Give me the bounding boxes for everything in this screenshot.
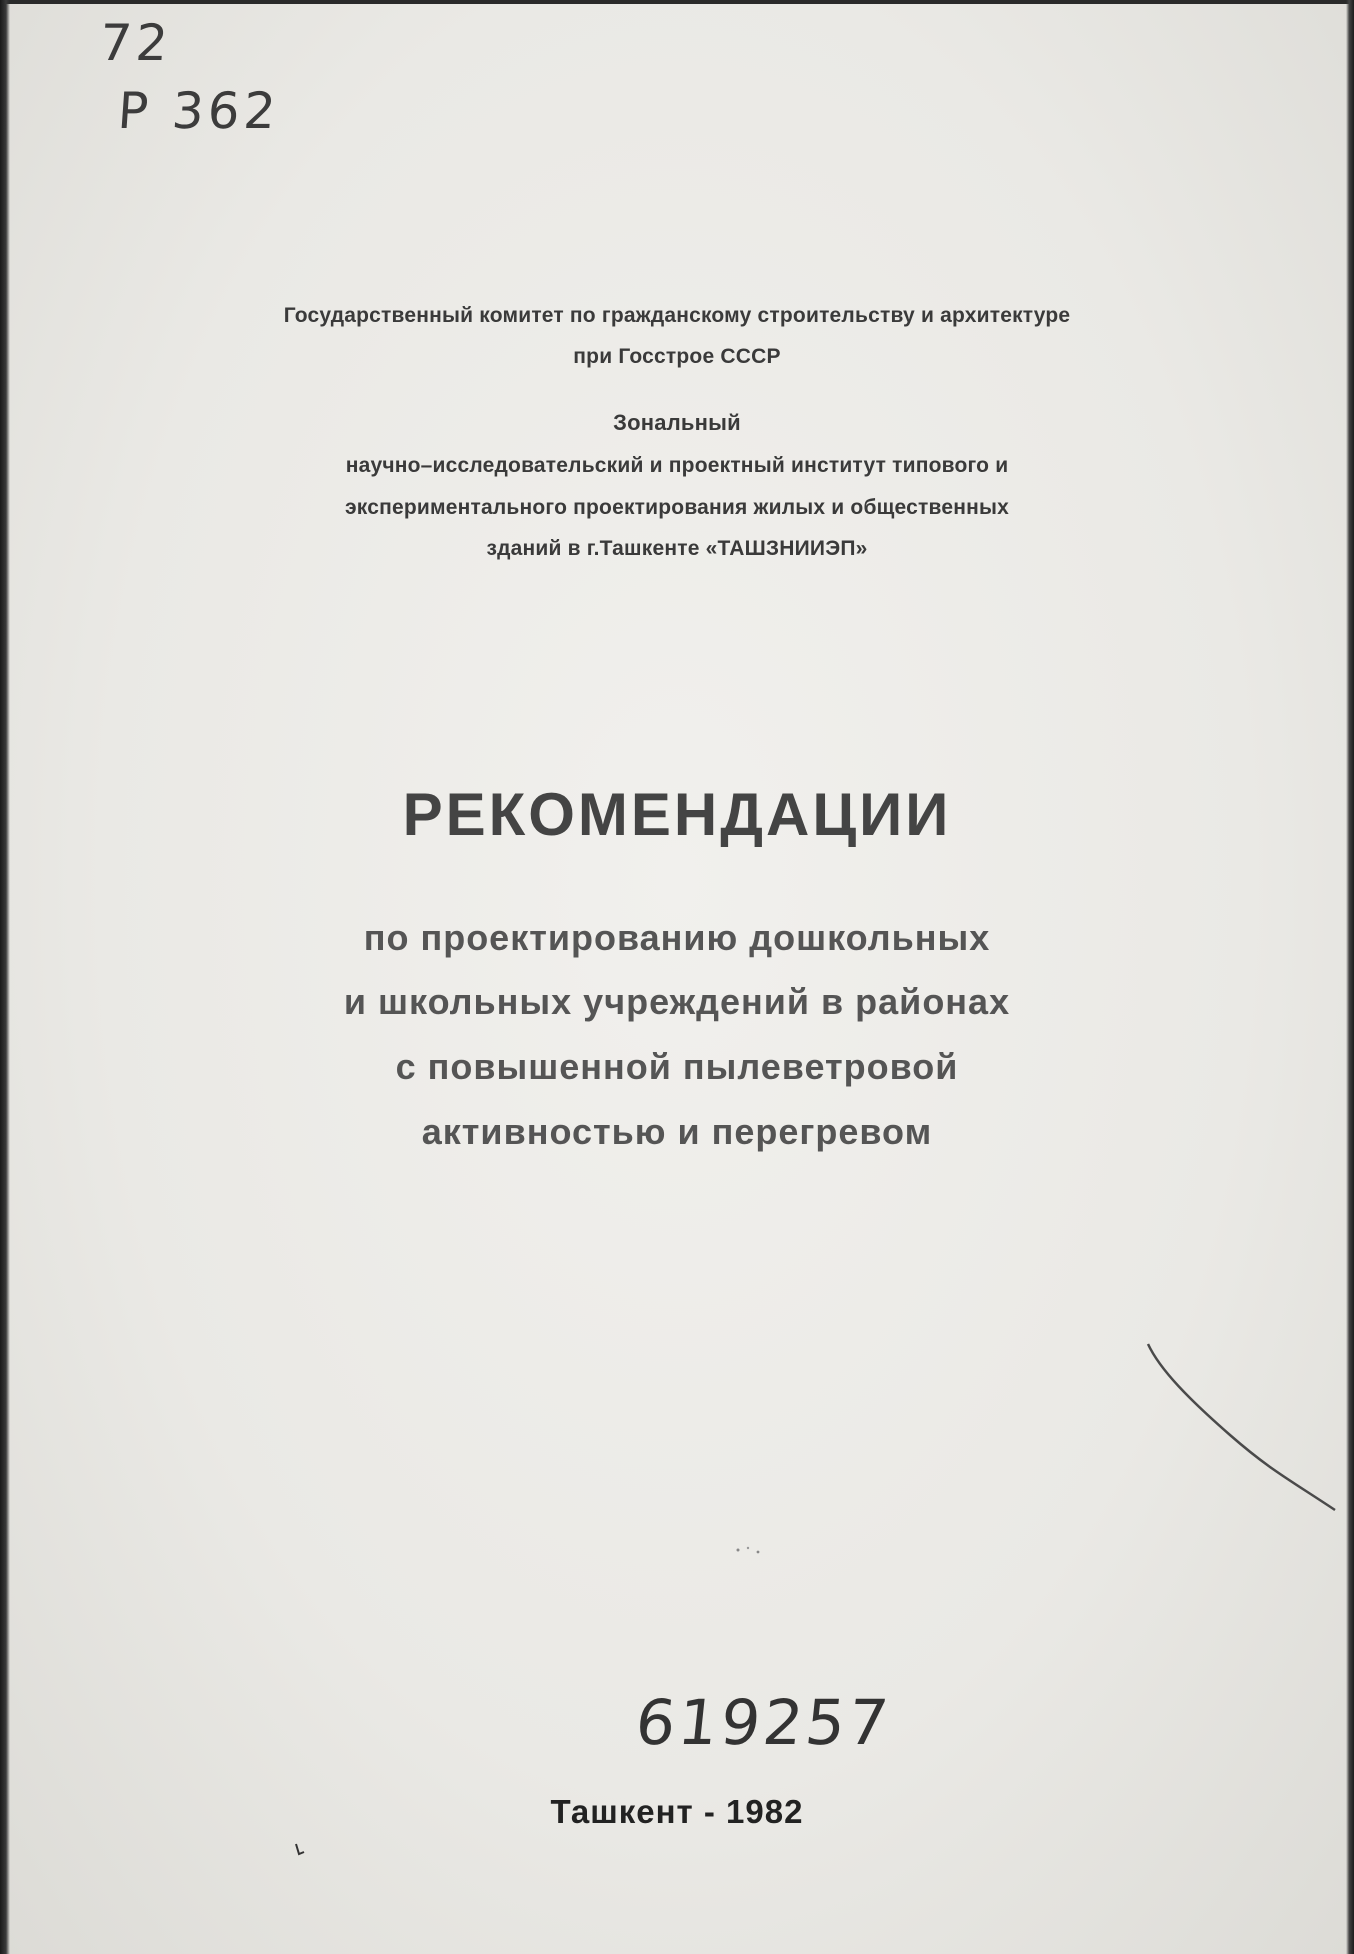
subtitle-line-4: активностью и перегревом — [421, 1111, 933, 1152]
institute-line-3: зданий в г.Ташкенте «ТАШЗНИИЭП» — [486, 537, 868, 560]
shelf-mark-line-2: P 362 — [115, 82, 282, 140]
publication-city-year: Ташкент - 1982 — [550, 1793, 804, 1830]
institute-line-1: научно–исследовательский и проектный институт типового и — [345, 454, 1009, 477]
scan-right-edge — [1346, 0, 1354, 1954]
committee-under: при Госстрое СССР — [573, 345, 781, 368]
scan-left-edge — [0, 0, 10, 1954]
document-title: РЕКОМЕНДАЦИИ — [402, 781, 952, 848]
scan-top-edge — [0, 0, 1354, 4]
committee-name: Государственный комитет по гражданскому строительству и архитектуре — [283, 304, 1071, 327]
subtitle-line-1: по проектированию дошкольных — [363, 917, 991, 958]
shelf-mark-line-1: 72 — [97, 14, 174, 72]
subtitle-line-2: и школьных учреждений в районах — [343, 981, 1011, 1022]
ink-speck — [730, 1540, 770, 1560]
inventory-number: 619257 — [632, 1686, 895, 1759]
subtitle-line-3: с повышенной пылеветровой — [395, 1046, 959, 1087]
ink-speck — [290, 1840, 310, 1860]
institute-type: Зональный — [613, 410, 741, 435]
institute-line-2: экспериментального проектирования жилых и общественных — [344, 496, 1010, 519]
pen-scratch-mark — [1140, 1340, 1340, 1520]
